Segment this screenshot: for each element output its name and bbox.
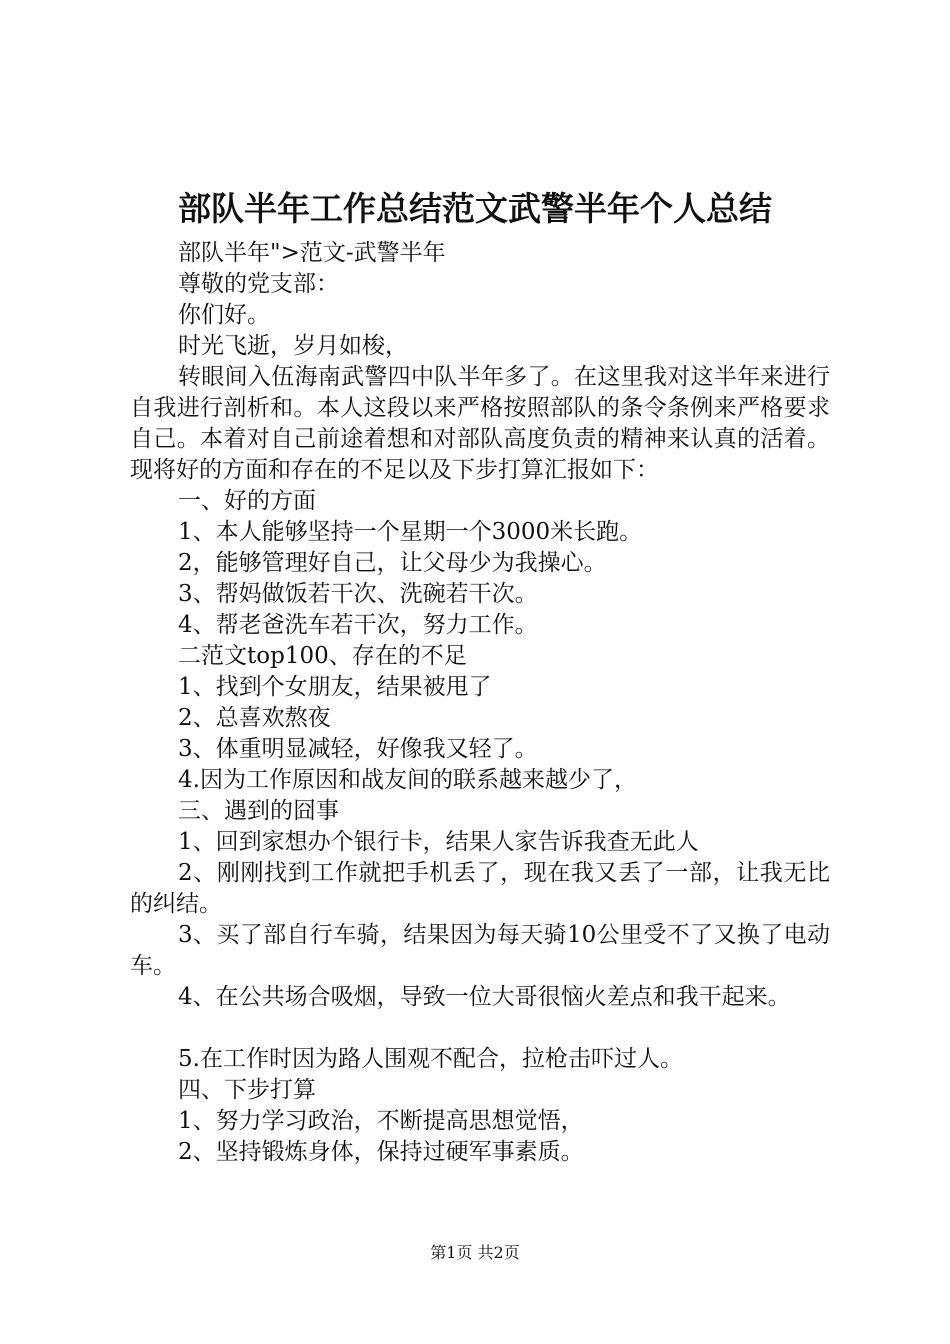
list-item: 4、帮老爸洗车若干次，努力工作。 (178, 612, 538, 638)
list-item: 3、体重明显减轻，好像我又轻了。 (178, 736, 538, 762)
paragraph-salutation: 尊敬的党支部： (178, 271, 339, 297)
list-item: 2、坚持锻炼身体，保持过硬军事素质。 (178, 1139, 584, 1165)
list-item: 2、刚刚找到工作就把手机丢了，现在我又丢了一部，让我无比的纠结。 (130, 860, 830, 917)
paragraph-opening: 时光飞逝，岁月如梭， (178, 333, 408, 359)
list-item: 2，能够管理好自己，让父母少为我操心。 (178, 550, 607, 576)
list-item: 2、总喜欢熬夜 (178, 705, 331, 731)
page-number: 第1页 共2页 (430, 1243, 520, 1262)
list-item: 4、在公共场合吸烟，导致一位大哥很恼火差点和我干起来。 (178, 984, 791, 1010)
paragraph-intro-heading: 部队半年">范文-武警半年 (178, 240, 446, 266)
list-item: 3、买了部自行车骑，结果因为每天骑10公里受不了又换了电动车。 (130, 922, 830, 979)
paragraph-greeting: 你们好。 (178, 302, 270, 328)
list-item: 5.在工作时因为路人围观不配合，拉枪击吓过人。 (178, 1046, 683, 1072)
document-title: 部队半年工作总结范文武警半年个人总结 (178, 189, 772, 228)
section-heading-weaknesses: 二范文top100、存在的不足 (178, 643, 467, 669)
list-item: 1、回到家想办个银行卡，结果人家告诉我查无此人 (178, 829, 699, 855)
list-item: 4.因为工作原因和战友间的联系越来越少了， (178, 767, 637, 793)
document-body (130, 238, 830, 1168)
paragraph-main: 转眼间入伍海南武警四中队半年多了。在这里我对这半年来进行自我进行剖析和。本人这段以来严格按照部队的条令条例来严格要求自己。本着对自己前途着想和对部队高度负责的精神来认真的活着。现将好的方面和存在的不足以及下步打算汇报如下： (130, 364, 830, 483)
list-item: 1、找到个女朋友，结果被甩了 (178, 674, 492, 700)
list-item: 3、帮妈做饭若干次、洗碗若干次。 (178, 581, 538, 607)
section-heading-awkward: 三、遇到的囧事 (178, 798, 339, 824)
section-heading-strengths: 一、好的方面 (178, 488, 316, 514)
list-item: 1、努力学习政治，不断提高思想觉悟， (178, 1108, 584, 1134)
list-item: 1、本人能够坚持一个星期一个3000米长跑。 (178, 519, 643, 545)
section-heading-plans: 四、下步打算 (178, 1077, 316, 1103)
